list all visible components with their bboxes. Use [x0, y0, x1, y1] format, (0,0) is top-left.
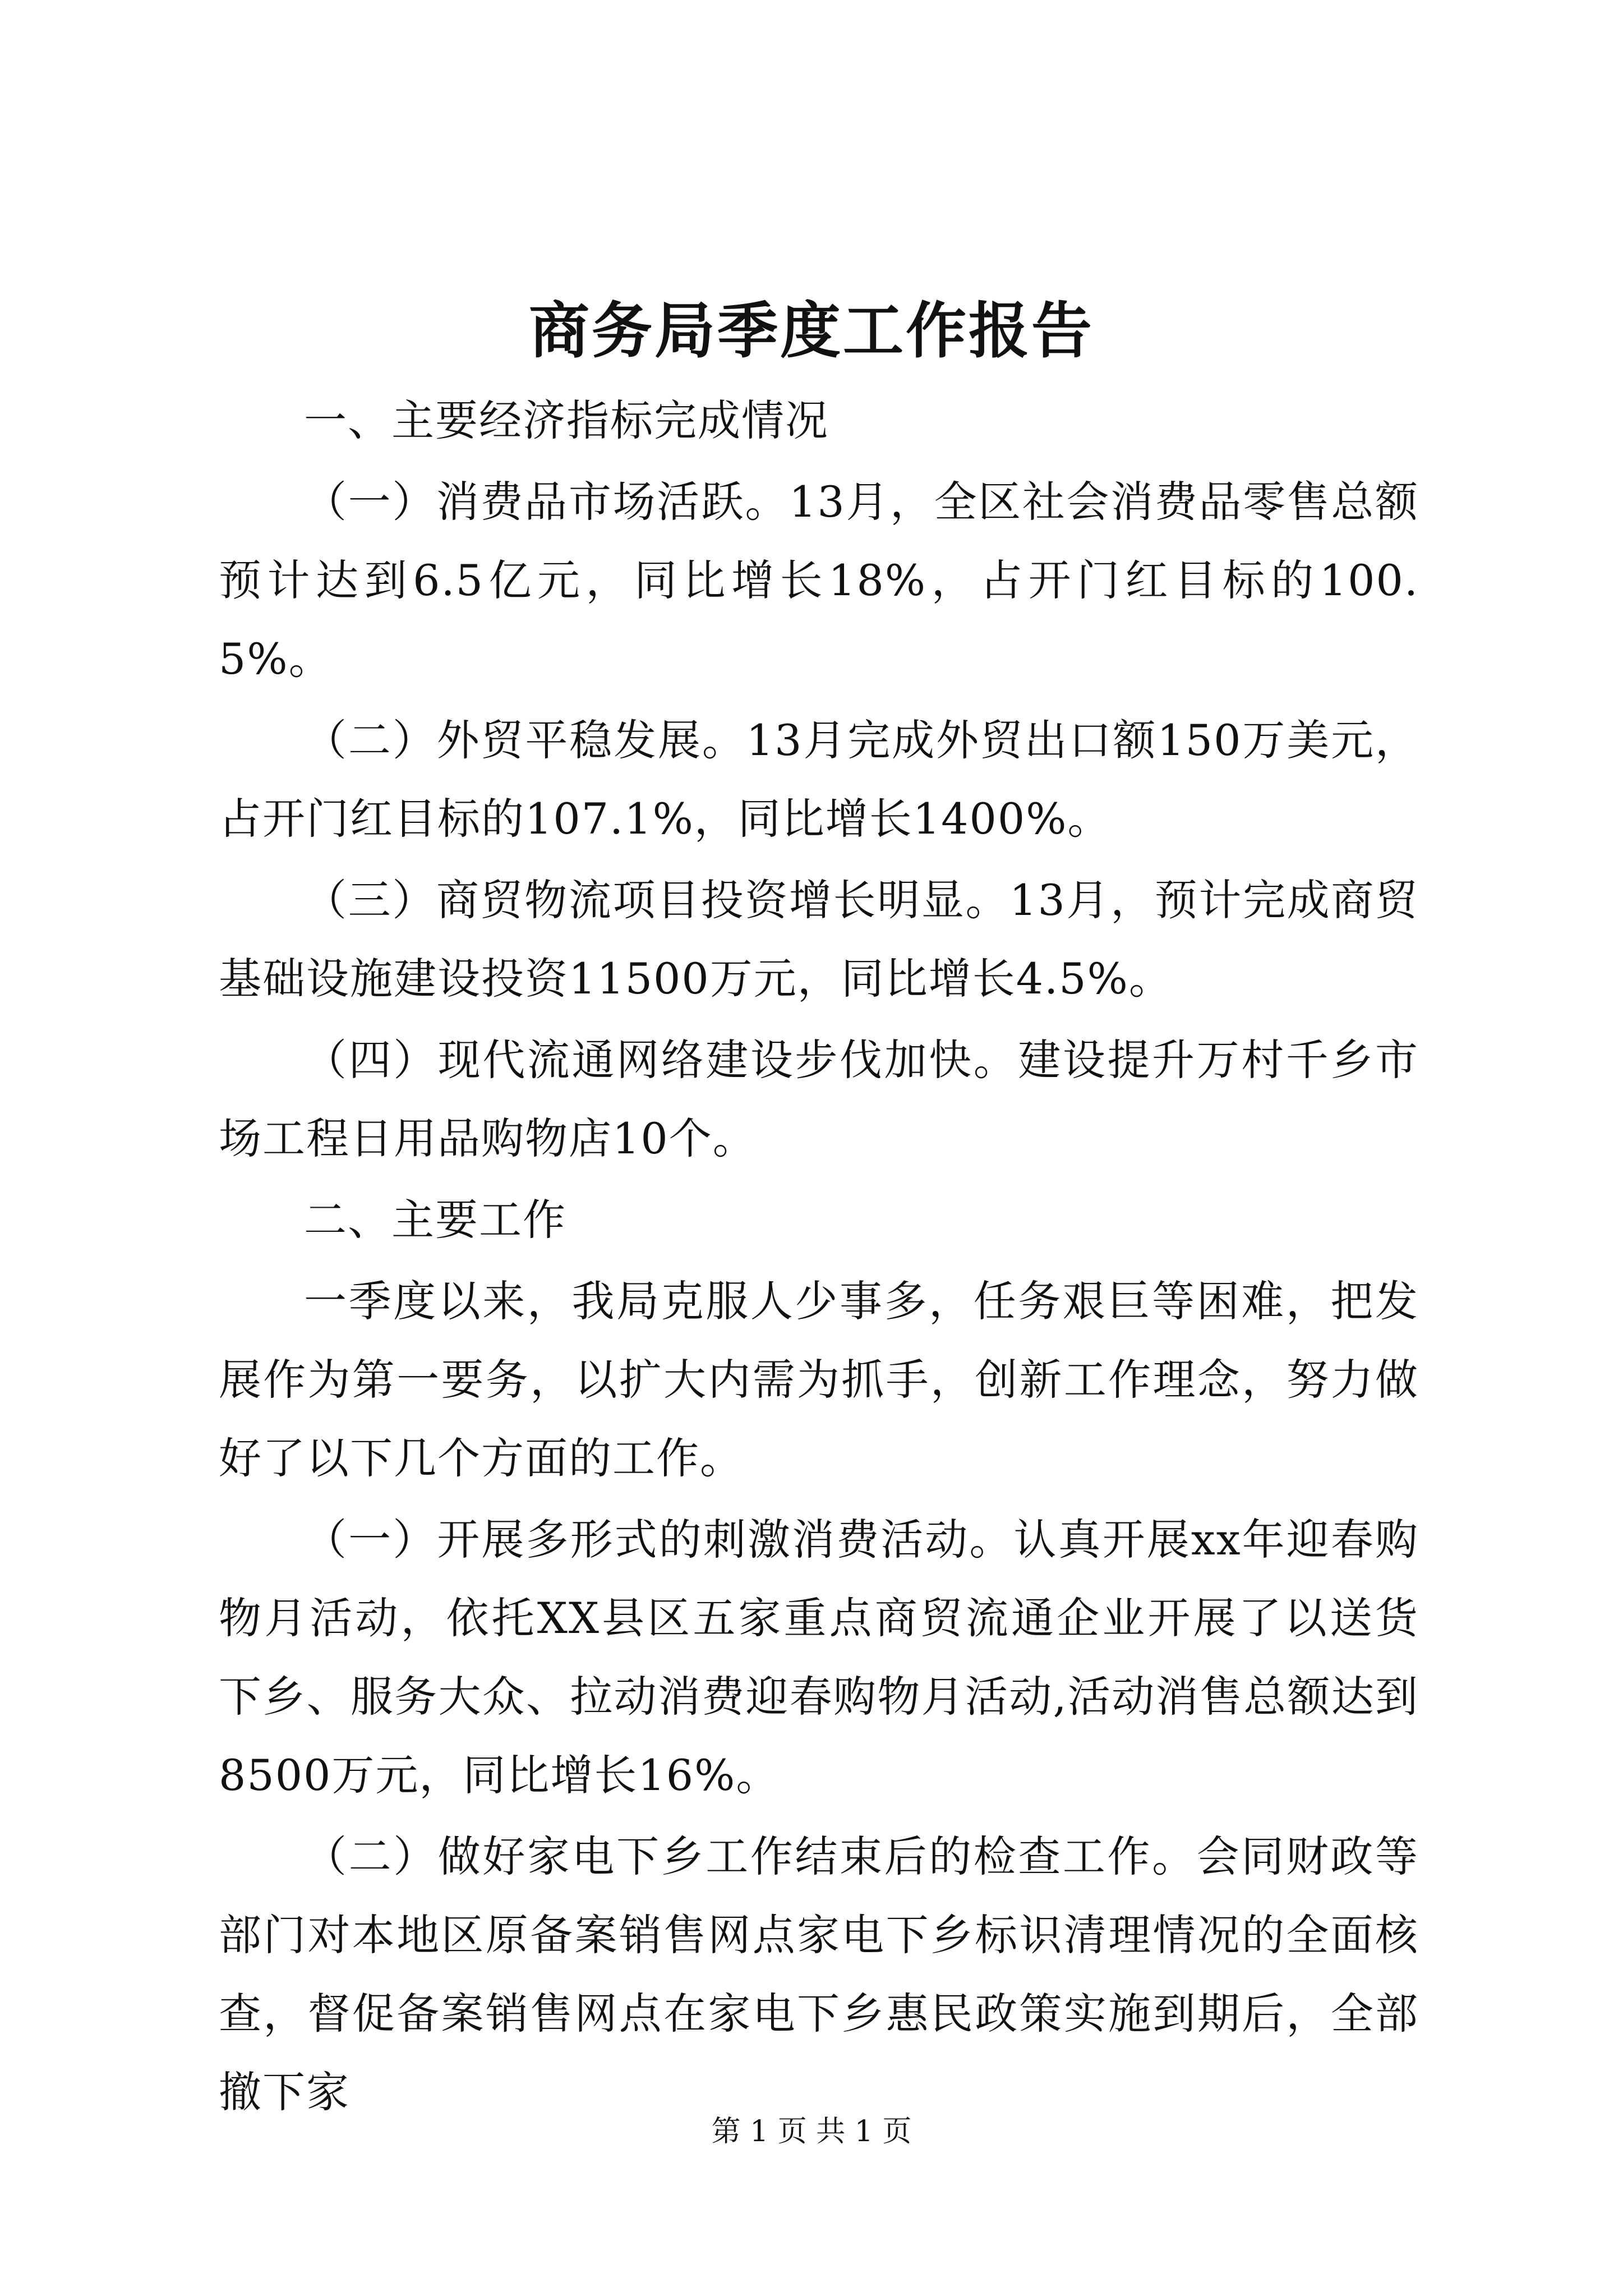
- document-title: 商务局季度工作报告: [528, 296, 1094, 366]
- page-number-footer: 第 1 页 共 1 页: [711, 2115, 912, 2148]
- paragraph-foreign-trade: （二）外贸平稳发展。13月完成外贸出口额150万美元，占开门红目标的107.1%，同比增长1400%。: [219, 715, 1419, 844]
- paragraph-consumption-activities: （一）开展多形式的刺激消费活动。认真开展xx年迎春购物月活动，依托XX县区五家重点商贸流通企业开展了以送货下乡、服务大众、拉动消费迎春购物月活动,活动消售总额达到8500万元，同比增长16%。: [219, 1515, 1419, 1800]
- paragraph-logistics-investment: （三）商贸物流项目投资增长明显。13月，预计完成商贸基础设施建设投资11500万元，同比增长4.5%。: [219, 875, 1419, 1004]
- section-heading-indicators: 一、主要经济指标完成情况: [304, 395, 829, 445]
- section-heading-main-work: 二、主要工作: [304, 1195, 566, 1245]
- paragraph-appliance-inspection: （二）做好家电下乡工作结束后的检查工作。会同财政等部门对本地区原备案销售网点家电下乡标识清理情况的全面核查，督促备案销售网点在家电下乡惠民政策实施到期后，全部撤下家: [219, 1832, 1419, 2117]
- document-body: [219, 381, 1419, 2134]
- paragraph-work-overview: 一季度以来，我局克服人少事多，任务艰巨等困难，把发展作为第一要务，以扩大内需为抓手，创新工作理念，努力做好了以下几个方面的工作。: [219, 1276, 1419, 1483]
- paragraph-distribution-network: （四）现代流通网络建设步伐加快。建设提升万村千乡市场工程日用品购物店10个。: [219, 1035, 1419, 1163]
- paragraph-consumer-market: （一）消费品市场活跃。13月，全区社会消费品零售总额预计达到6.5亿元，同比增长18%，占开门红目标的100.5%。: [219, 477, 1419, 684]
